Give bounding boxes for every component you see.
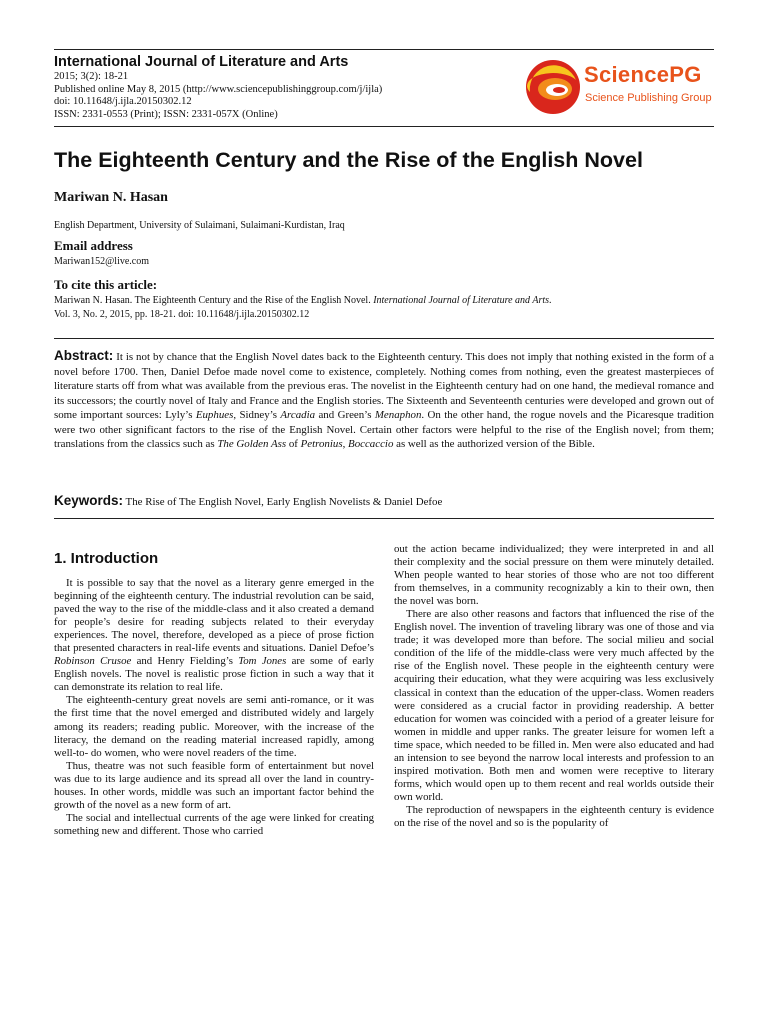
- affiliation: English Department, University of Sulaimani, Sulaimani-Kurdistan, Iraq: [54, 220, 345, 231]
- header-top-rule: [54, 49, 714, 50]
- issue-info: 2015; 3(2): 18-21: [54, 71, 129, 82]
- citation-line-1: Mariwan N. Hasan. The Eighteenth Century and the Rise of the English Novel. International Journal of Literature and Arts.: [54, 295, 552, 306]
- email-link[interactable]: Mariwan152@live.com: [54, 256, 150, 267]
- abstract-top-rule: [54, 338, 714, 339]
- paragraph: It is possible to say that the novel as a literary genre emerged in the beginning of the eighteenth century. The industrial revolution can be said, paved the way to the rise of the middle-class and it also created a demand for people’s desire for reading subjects related to their everyday experiences. The novel, therefore, developed as a piece of prose fiction that presented characters in real-life events and situations. Daniel Defoe’s Robinson Crusoe and Henry Fielding’s Tom Jones are some of early English novels. The novel is realistic prose fiction in such a way that it can demonstrate its relation to real life.: [54, 577, 375, 694]
- issn: ISSN: 2331-0553 (Print); ISSN: 2331-057X (Online): [54, 108, 278, 120]
- paragraph: Thus, theatre was not such feasible form of entertainment but novel was due to its large audience and its spread all over the land in country-houses. In other words, middle was such an important factor behind the growth of the novel as a new form of art.: [54, 759, 374, 811]
- sciencepg-logo: [524, 56, 714, 116]
- logo-subtitle: Science Publishing Group: [585, 92, 712, 104]
- left-column: [54, 577, 374, 838]
- paragraph: The social and intellectual currents of the age were linked for creating something new and different. Those who carried: [54, 811, 374, 837]
- published-online: Published online May 8, 2015 (http://www.sciencepublishinggroup.com/j/ijla): [54, 83, 383, 95]
- right-column: [394, 543, 714, 830]
- abstract: Abstract: It is not by chance that the English Novel dates back to the Eighteenth century. This does not imply that nothing existed in the form of a novel before 1700. Then, Daniel Defoe made novel come to existence, completely. Nothing comes from nothing, even the greatest masterpieces of literature starts off from what was available from the previous eras. The novelist in the Eighteenth century had on one hand, the medieval romance and its successors; the courtly novel of Italy and France and the English stories. The Sixteenth and Seventeenth centuries were developed and grown out of some important sources: Lyly’s Euphues, Sidney’s Arcadia and Green’s Menaphon. On the other hand, the rogue novels and the Picaresque tradition were two other significant factors to the rise of the English Novel. Certain other factors were helpful to the rise of the English novel; from them; translations from the classics such as The Golden Ass of Petronius, Boccaccio as well as the authorized version of the Bible.: [54, 348, 714, 450]
- header-bottom-rule: [54, 126, 714, 127]
- paragraph: There are also other reasons and factors that influenced the rise of the English novel. The invention of traveling library was one of those and via trade; it was developed more than before. The social milieu and social condition of the life of the middle-class were very much affected by the rise of the English novel. These people in the eighteenth century were acquiring their education, what they were acquiring was less exclusively classical in context than the education of the upper-class. Women readers were considered as a crucial factor in providing readership. A better education for women was coincided with a period of a greater leisure for women in middle and upper ranks. The greater leisure for women left a time space, which needed to be filled in. Men were also educated and had an intension to see beyond the narrow local interests and profession to an inspired motivation. Both men and women were receptive to literary forms, which would open up to them recent and real worlds outside their own world.: [394, 608, 714, 803]
- paragraph: out the action became individualized; they were interpreted in and all their complexity and the social pressure on them were minutely detailed. When people wanted to hear stories of those who are not too different from themselves, in a community recognizably a kin to their own, then the novel was born.: [394, 543, 714, 608]
- keywords-label: Keywords:: [54, 493, 124, 508]
- author-name: Mariwan N. Hasan: [54, 190, 168, 205]
- logo-name: SciencePG: [584, 62, 702, 87]
- article-title: The Eighteenth Century and the Rise of the English Novel: [54, 148, 643, 172]
- logo-mark-icon: [524, 58, 582, 116]
- email-heading: Email address: [54, 238, 133, 253]
- journal-name: International Journal of Literature and Arts: [54, 54, 349, 70]
- keywords: Keywords: The Rise of The English Novel, Early English Novelists & Daniel Defoe: [54, 493, 443, 508]
- abstract-bottom-rule: [54, 518, 714, 519]
- section-heading: 1. Introduction: [54, 550, 159, 567]
- paragraph: The eighteenth-century great novels are semi anti-romance, or it was the first time that the novel emerged and distributed widely and largely among its readers; reading public. Moreover, with the increase of the literacy, the demand on the reading material increased rapidly, among well-to- do women, who were novel readers of the time.: [54, 694, 374, 759]
- abstract-label: Abstract:: [54, 348, 114, 363]
- paragraph: The reproduction of newspapers in the eighteenth century is evidence on the rise of the novel and so is the popularity of: [394, 803, 714, 829]
- cite-heading: To cite this article:: [54, 277, 158, 292]
- doi: doi: 10.11648/j.ijla.20150302.12: [54, 96, 192, 107]
- citation-line-2: Vol. 3, No. 2, 2015, pp. 18-21. doi: 10.11648/j.ijla.20150302.12: [54, 309, 310, 320]
